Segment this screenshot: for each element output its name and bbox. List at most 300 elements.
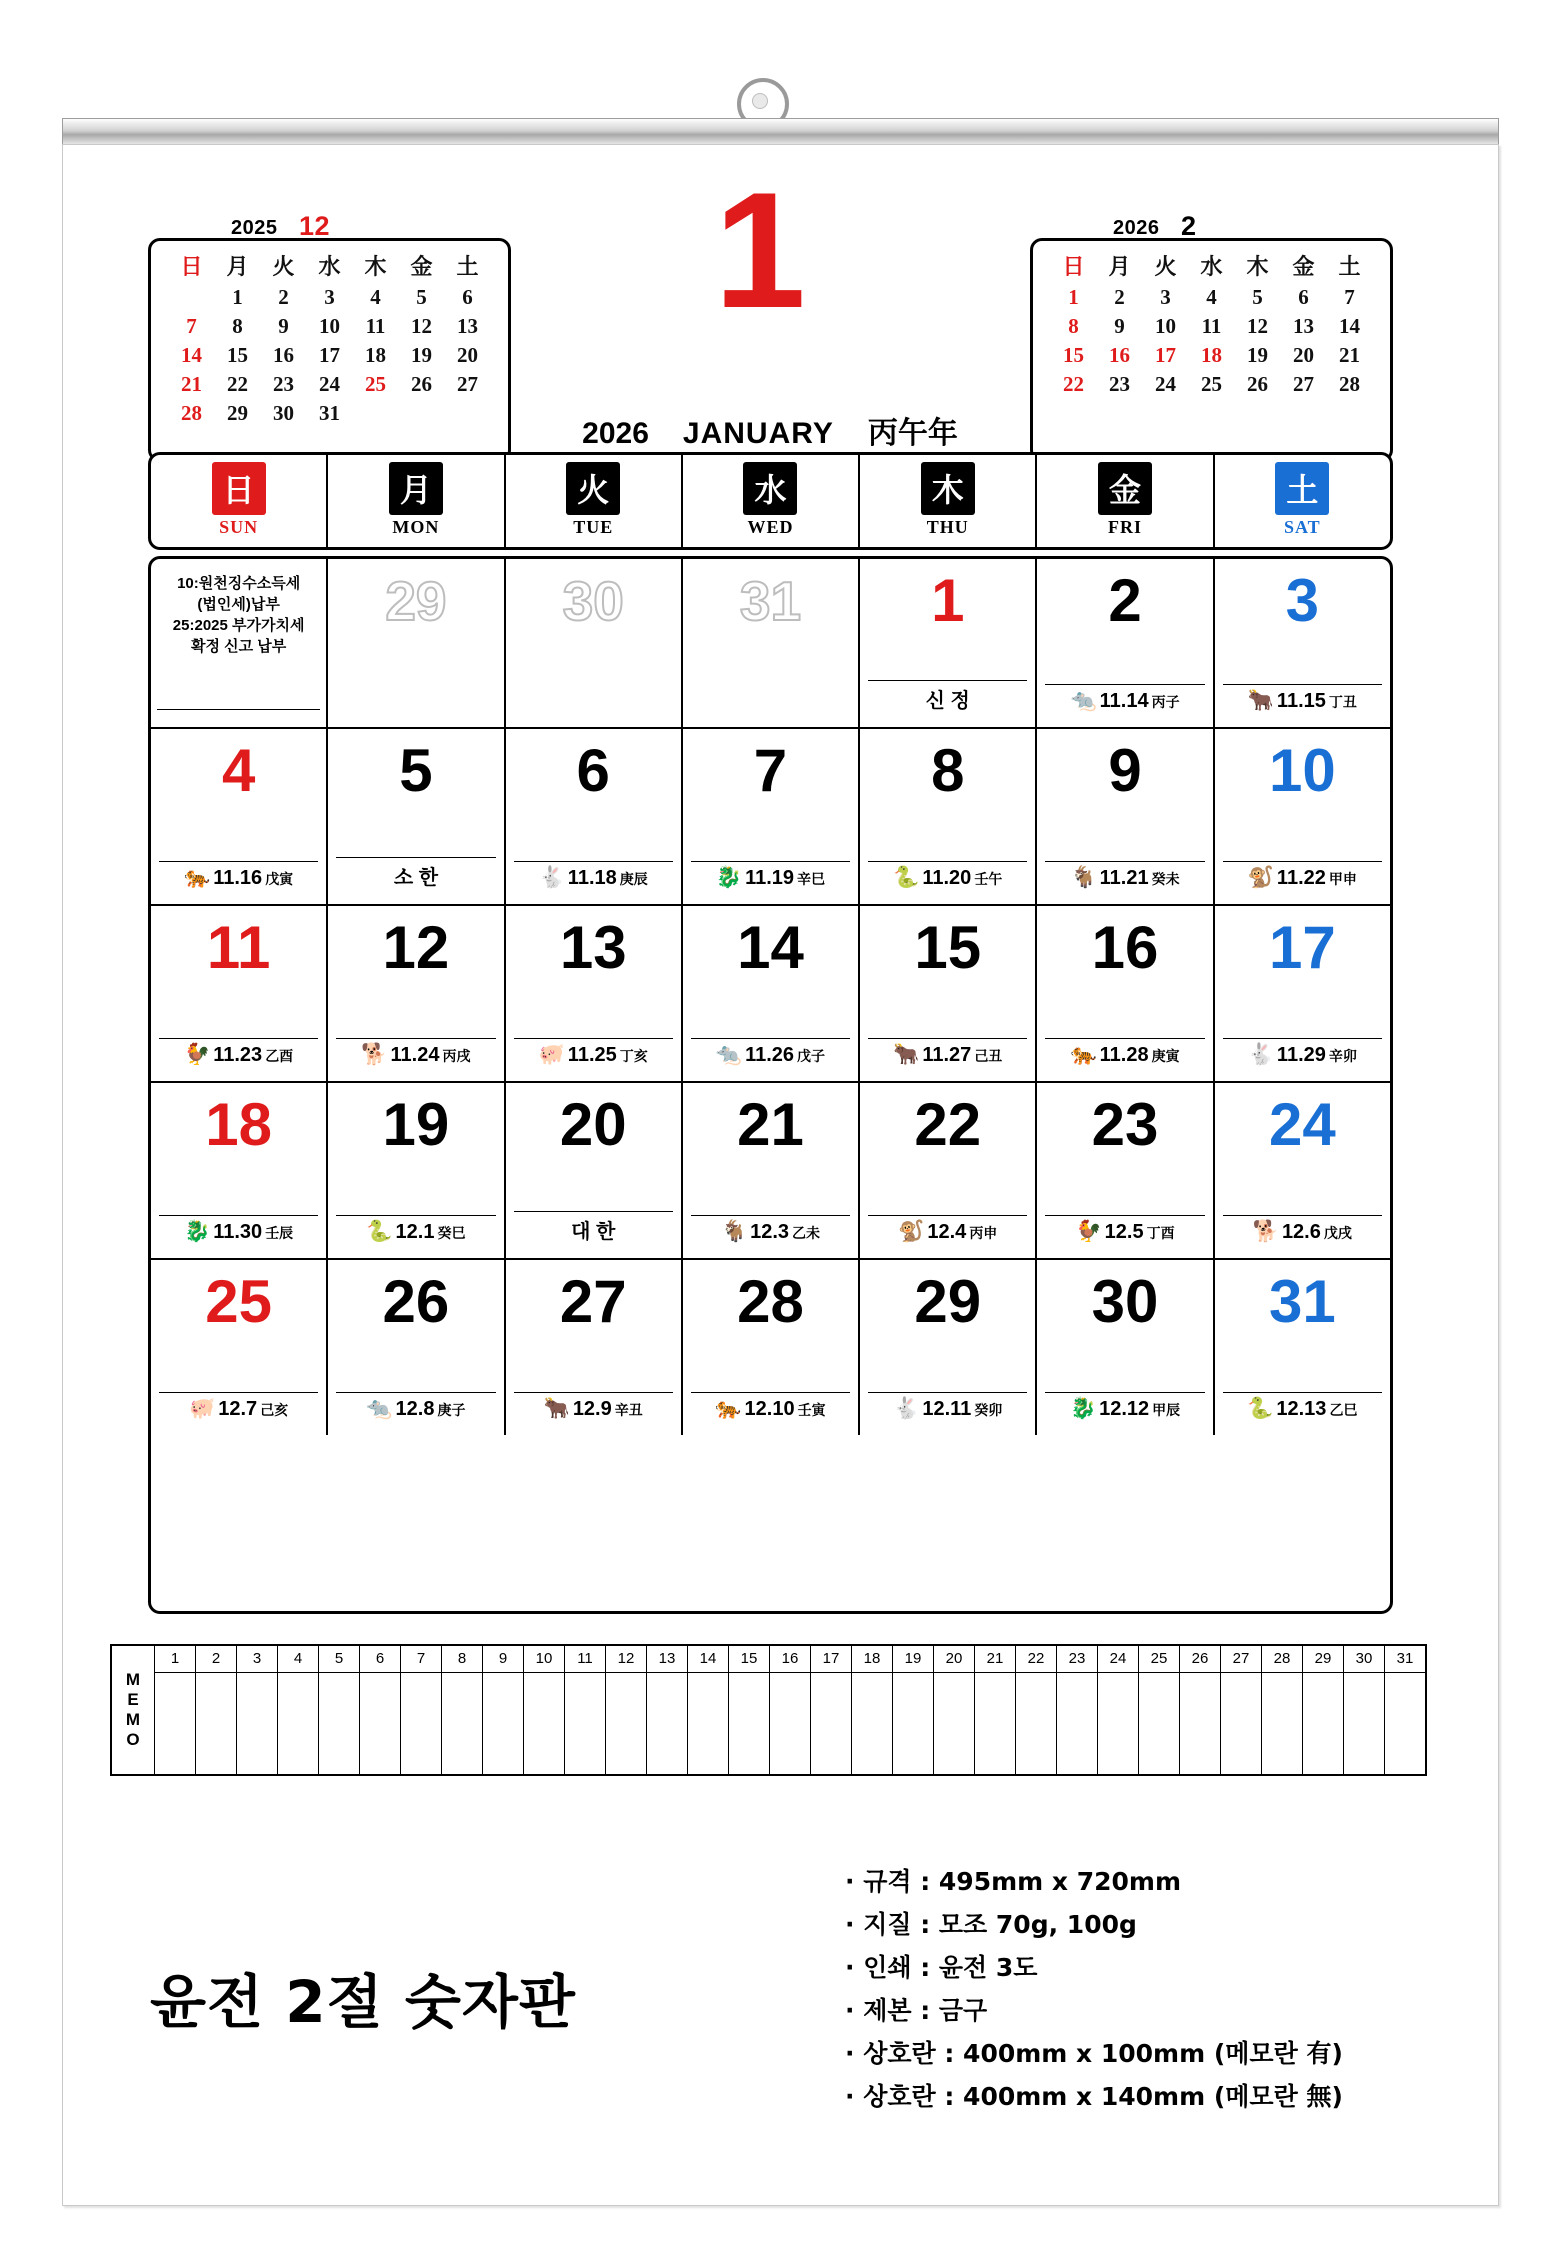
zodiac-animal-icon: 🐇	[1247, 1042, 1274, 1066]
memo-day-slot[interactable]	[401, 1673, 442, 1774]
week-row	[151, 904, 1390, 1081]
mini-weekday-土: 土	[456, 254, 479, 279]
mini-day-cell: 3	[1160, 285, 1171, 309]
ganzhi-label: 辛卯	[1328, 1048, 1357, 1064]
memo-day-number: 4	[278, 1646, 319, 1672]
day-cell[interactable]	[681, 1083, 858, 1258]
lunar-date	[336, 1038, 495, 1067]
memo-strip	[110, 1644, 1427, 1776]
mini-day-cell: 21	[1339, 343, 1360, 367]
mini-day-cell: 22	[227, 372, 248, 396]
zodiac-animal-icon: 🐂	[543, 1396, 570, 1420]
tax-note-line: 25:2025 부가가치세	[172, 617, 305, 634]
weekday-kanji: 火	[566, 462, 620, 515]
memo-day-slot[interactable]	[196, 1673, 237, 1774]
memo-day-slot[interactable]	[1139, 1673, 1180, 1774]
mini-day-cell: 4	[1206, 285, 1217, 309]
memo-day-slot[interactable]	[483, 1673, 524, 1774]
zodiac-animal-icon: 🐖	[189, 1396, 216, 1420]
memo-day-number: 1	[155, 1646, 196, 1672]
memo-day-slot[interactable]	[688, 1673, 729, 1774]
mini-weekday-火: 火	[272, 254, 295, 279]
memo-day-slot[interactable]	[975, 1673, 1016, 1774]
zodiac-animal-icon: 🐐	[1070, 865, 1097, 889]
mini-day-cell: 5	[416, 285, 427, 309]
day-cell[interactable]	[504, 906, 681, 1081]
day-cell[interactable]	[681, 906, 858, 1081]
day-cell[interactable]	[1213, 559, 1390, 727]
mini-weekday-金: 金	[1292, 254, 1315, 279]
mini-day-cell	[445, 399, 491, 428]
day-cell[interactable]	[326, 559, 503, 727]
day-cell[interactable]	[326, 906, 503, 1081]
tax-note-line: (법인세)납부	[197, 596, 280, 613]
memo-day-number: 13	[647, 1646, 688, 1672]
memo-day-slot[interactable]	[1180, 1673, 1221, 1774]
lunar-date	[1223, 1038, 1382, 1067]
day-cell[interactable]	[504, 1260, 681, 1435]
ganzhi-label: 丁酉	[1146, 1225, 1175, 1241]
memo-day-number: 23	[1057, 1646, 1098, 1672]
mini-day-cell: 21	[181, 372, 202, 396]
memo-label-char: M	[125, 1670, 141, 1689]
lunar-number: 12.9	[572, 1398, 612, 1420]
memo-label-char: M	[125, 1710, 141, 1729]
tax-note-line: 확정 신고 납부	[191, 638, 287, 655]
memo-day-number: 20	[934, 1646, 975, 1672]
ganzhi-label: 庚辰	[619, 871, 648, 887]
day-cell[interactable]	[151, 1083, 326, 1258]
mini-day-cell: 14	[181, 343, 202, 367]
zodiac-animal-icon: 🐀	[715, 1042, 743, 1066]
week-row	[151, 1081, 1390, 1258]
mini-day-cell: 10	[319, 314, 340, 338]
mini-day-cell: 6	[1298, 285, 1309, 309]
day-cell[interactable]	[1213, 1260, 1390, 1435]
zodiac-animal-icon: 🐂	[1247, 688, 1274, 712]
day-number: 18	[205, 1091, 273, 1158]
day-cell[interactable]	[504, 1083, 681, 1258]
weekday-mon	[326, 455, 503, 547]
day-cell[interactable]	[151, 729, 326, 904]
memo-day-number: 27	[1221, 1646, 1262, 1672]
day-number: 4	[221, 737, 256, 804]
lunar-date	[1045, 1038, 1204, 1067]
zodiac-animal-icon: 🐓	[1075, 1219, 1102, 1243]
memo-day-number: 18	[852, 1646, 893, 1672]
day-number: 6	[576, 737, 610, 804]
day-number: 8	[931, 737, 965, 804]
day-number: 7	[753, 737, 788, 804]
note-underline	[157, 709, 320, 710]
mini-day-cell: 29	[227, 401, 248, 425]
mini-weekday-日: 日	[180, 254, 203, 279]
ganzhi-label: 甲申	[1328, 871, 1357, 887]
lunar-date	[514, 1038, 673, 1067]
mini-day-cell: 16	[273, 343, 294, 367]
lunar-number: 11.25	[567, 1044, 617, 1066]
zodiac-animal-icon: 🐇	[893, 1396, 920, 1420]
mini-weekday-月: 月	[226, 254, 249, 279]
mini-day-cell: 17	[1155, 343, 1176, 367]
lunar-date	[1223, 1215, 1382, 1244]
memo-day-number: 31	[1396, 1650, 1414, 1667]
day-number: 5	[399, 737, 433, 804]
product-title: 윤전 2절 숫자판	[150, 1968, 576, 2036]
day-number: 31	[1268, 1268, 1336, 1335]
mini-day-cell: 15	[1063, 343, 1084, 367]
memo-day-slot[interactable]	[934, 1673, 975, 1774]
zodiac-animal-icon: 🐉	[184, 1219, 211, 1243]
ganzhi-label: 辛巳	[797, 871, 826, 887]
day-cell[interactable]	[858, 1260, 1035, 1435]
tax-note-line: 10:원천징수소득세	[177, 575, 301, 592]
day-cell[interactable]	[151, 559, 326, 727]
memo-day-slot[interactable]	[319, 1673, 360, 1774]
lunar-number: 11.29	[1276, 1044, 1326, 1066]
memo-day-slot[interactable]	[524, 1673, 565, 1774]
memo-day-slot[interactable]	[1057, 1673, 1098, 1774]
lunar-number: 12.7	[218, 1398, 258, 1420]
day-cell[interactable]	[1213, 906, 1390, 1081]
mini-day-cell: 14	[1339, 314, 1360, 338]
lunar-date	[514, 861, 673, 890]
zodiac-animal-icon: 🐒	[1247, 865, 1274, 889]
day-cell[interactable]	[504, 559, 681, 727]
lunar-number: 12.1	[395, 1221, 435, 1243]
mini-weekday-木: 木	[364, 254, 387, 279]
memo-day-slot[interactable]	[1262, 1673, 1303, 1774]
mini-day-cell: 13	[457, 314, 478, 338]
mini-day-cell: 7	[186, 314, 197, 338]
lunar-date	[691, 1215, 850, 1244]
memo-day-slot[interactable]	[1385, 1673, 1425, 1774]
day-number: 20	[559, 1091, 627, 1158]
ganzhi-label: 戊戌	[1323, 1225, 1352, 1241]
day-cell[interactable]	[858, 559, 1035, 727]
day-cell[interactable]	[151, 906, 326, 1081]
day-cell[interactable]	[858, 1083, 1035, 1258]
day-cell[interactable]	[326, 1260, 503, 1435]
day-number: 1	[931, 567, 965, 634]
mini-weekday-木: 木	[1246, 254, 1269, 279]
ganzhi-label: 己丑	[974, 1048, 1003, 1064]
weekday-label: SAT	[1283, 517, 1321, 537]
ganzhi-label: 壬午	[974, 871, 1003, 887]
weekday-kanji: 日	[212, 462, 266, 515]
memo-day-slot[interactable]	[442, 1673, 483, 1774]
day-cell[interactable]	[1035, 906, 1212, 1081]
lunar-date	[691, 861, 850, 890]
lunar-date	[159, 1038, 318, 1067]
memo-day-number: 12	[606, 1646, 647, 1672]
binder-strip	[62, 118, 1499, 146]
lunar-number: 12.3	[750, 1221, 790, 1243]
lunar-date	[159, 1392, 318, 1421]
holiday-label: 신 정	[868, 680, 1027, 713]
lunar-date	[514, 1392, 673, 1421]
mini-weekday-土: 土	[1338, 254, 1361, 279]
day-number: 25	[205, 1268, 273, 1335]
lunar-number: 11.20	[922, 867, 972, 889]
spec-line: · 제본 : 금구	[845, 1996, 988, 2025]
day-cell[interactable]	[858, 906, 1035, 1081]
ganzhi-label: 庚寅	[1151, 1048, 1180, 1064]
day-cell[interactable]	[151, 1260, 326, 1435]
ganzhi-label: 戊子	[797, 1048, 826, 1064]
memo-day-slot[interactable]	[893, 1673, 934, 1774]
day-cell[interactable]	[1035, 1083, 1212, 1258]
ganzhi-label: 戊寅	[265, 871, 294, 887]
day-number: 13	[559, 914, 627, 981]
memo-day-slot[interactable]	[1303, 1673, 1344, 1774]
memo-day-number: 8	[442, 1646, 483, 1672]
day-cell[interactable]	[1035, 559, 1212, 727]
memo-day-number: 11	[565, 1646, 606, 1672]
memo-day-slot[interactable]	[770, 1673, 811, 1774]
day-number: 28	[737, 1268, 804, 1335]
day-number: 17	[1268, 914, 1336, 981]
day-number: 2	[1108, 567, 1142, 634]
ganzhi-label: 丁丑	[1328, 694, 1357, 710]
memo-day-slot[interactable]	[1098, 1673, 1139, 1774]
day-cell[interactable]	[1035, 1260, 1212, 1435]
mini-day-cell: 11	[1201, 314, 1222, 338]
zodiac-animal-icon: 🐉	[1069, 1396, 1097, 1420]
product-specs	[845, 1860, 1343, 2118]
ganzhi-label: 癸卯	[974, 1402, 1003, 1418]
memo-day-number: 26	[1180, 1646, 1221, 1672]
lunar-date	[336, 1215, 495, 1244]
zodiac-animal-icon: 🐅	[1070, 1042, 1097, 1066]
lunar-number: 11.23	[213, 1044, 263, 1066]
mini-day-cell: 24	[1155, 372, 1176, 396]
ganzhi-label: 癸巳	[437, 1225, 466, 1241]
memo-day-number: 9	[483, 1646, 524, 1672]
memo-write-area[interactable]	[155, 1673, 1425, 1774]
zodiac-animal-icon: 🐉	[715, 865, 743, 889]
zodiac-animal-icon: 🐅	[715, 1396, 742, 1420]
memo-label	[112, 1646, 155, 1774]
zodiac-animal-icon: 🐂	[893, 1042, 920, 1066]
mini-day-cell: 26	[1247, 372, 1268, 396]
mini-day-cell: 11	[365, 314, 386, 338]
spec-line: · 인쇄 : 윤전 3도	[845, 1953, 1038, 1982]
mini-day-cell: 22	[1063, 372, 1084, 396]
lunar-number: 12.12	[1099, 1398, 1150, 1420]
day-number: 12	[382, 914, 450, 981]
memo-day-number: 3	[237, 1646, 278, 1672]
day-cell[interactable]	[858, 729, 1035, 904]
lunar-date	[1045, 861, 1204, 890]
day-cell[interactable]	[681, 729, 858, 904]
month-grid	[148, 556, 1393, 1614]
zodiac-animal-icon: 🐀	[366, 1396, 393, 1420]
memo-day-slot[interactable]	[237, 1673, 278, 1774]
header-year: 2026	[582, 417, 649, 450]
memo-day-number: 24	[1098, 1646, 1139, 1672]
mini-day-cell: 4	[370, 285, 381, 309]
zodiac-animal-icon: 🐀	[1070, 688, 1097, 712]
spec-line: · 규격 : 495mm x 720mm	[845, 1867, 1182, 1896]
memo-day-slot[interactable]	[647, 1673, 688, 1774]
memo-day-slot[interactable]	[1344, 1673, 1385, 1774]
day-number: 27	[559, 1268, 627, 1335]
mini-day-cell: 12	[1247, 314, 1268, 338]
mini-calendar-next	[1030, 211, 1393, 462]
week-row	[151, 559, 1390, 727]
ganzhi-label: 甲辰	[1152, 1402, 1181, 1418]
memo-day-number: 16	[770, 1646, 811, 1672]
zodiac-animal-icon: 🐍	[893, 865, 920, 889]
day-number: 22	[914, 1091, 982, 1158]
memo-day-slot[interactable]	[278, 1673, 319, 1774]
ganzhi-label: 丙戌	[442, 1048, 471, 1064]
mini-day-cell: 2	[1114, 285, 1125, 309]
lunar-date	[159, 861, 318, 890]
mini-day-cell: 3	[324, 285, 335, 309]
memo-day-number: 21	[975, 1646, 1016, 1672]
memo-day-slot[interactable]	[565, 1673, 606, 1774]
mini-next-month: 2	[1181, 211, 1197, 241]
lunar-date	[159, 1215, 318, 1244]
day-cell[interactable]	[1213, 1083, 1390, 1258]
mini-day-cell: 25	[1201, 372, 1222, 396]
day-number: 29	[914, 1268, 982, 1335]
mini-day-cell: 8	[232, 314, 243, 338]
mini-day-cell: 28	[181, 401, 202, 425]
memo-day-slot[interactable]	[606, 1673, 647, 1774]
mini-day-cell: 5	[1252, 285, 1263, 309]
lunar-date	[336, 1392, 495, 1421]
mini-day-cell: 20	[1293, 343, 1314, 367]
memo-day-number: 5	[319, 1646, 360, 1672]
zodiac-animal-icon: 🐓	[184, 1042, 211, 1066]
weekday-kanji: 月	[389, 462, 443, 515]
memo-label-char: E	[127, 1690, 139, 1709]
mini-day-cell: 6	[462, 285, 473, 309]
mini-day-cell: 19	[1247, 343, 1268, 367]
header-year-line	[520, 408, 1020, 452]
weekday-label: THU	[926, 517, 969, 537]
lunar-number: 12.10	[744, 1398, 795, 1420]
memo-day-slot[interactable]	[852, 1673, 893, 1774]
day-cell[interactable]	[681, 559, 858, 727]
lunar-number: 11.21	[1099, 867, 1149, 889]
lunar-number: 11.28	[1099, 1044, 1149, 1066]
mini-day-cell	[399, 399, 445, 428]
lunar-date	[868, 1215, 1027, 1244]
lunar-number: 11.19	[745, 867, 795, 889]
lunar-number: 12.6	[1281, 1221, 1321, 1243]
zodiac-animal-icon: 🐍	[366, 1219, 393, 1243]
mini-weekday-日: 日	[1062, 254, 1085, 279]
day-cell[interactable]	[504, 729, 681, 904]
mini-prev-month: 12	[299, 211, 331, 241]
weekday-label: MON	[392, 517, 440, 537]
memo-day-number: 22	[1016, 1646, 1057, 1672]
weekday-thu	[858, 455, 1035, 547]
zodiac-animal-icon: 🐖	[538, 1042, 565, 1066]
lunar-number: 11.18	[567, 867, 617, 889]
ganzhi-label: 己亥	[260, 1402, 289, 1418]
mini-weekday-水: 水	[1200, 254, 1223, 279]
day-cell[interactable]	[326, 729, 503, 904]
day-number: 16	[1091, 914, 1159, 981]
day-number: 26	[382, 1268, 450, 1335]
mini-day-cell: 23	[1109, 372, 1130, 396]
memo-day-slot[interactable]	[1016, 1673, 1057, 1774]
tax-note	[157, 573, 320, 710]
ganzhi-label: 辛丑	[614, 1402, 643, 1418]
day-cell[interactable]	[1213, 729, 1390, 904]
mini-day-cell: 8	[1068, 314, 1079, 338]
memo-day-slot[interactable]	[155, 1673, 196, 1774]
mini-day-cell: 7	[1344, 285, 1355, 309]
memo-day-slot[interactable]	[729, 1673, 770, 1774]
lunar-date	[1223, 861, 1382, 890]
mini-day-cell: 15	[227, 343, 248, 367]
mini-day-cell: 28	[1339, 372, 1360, 396]
lunar-number: 11.22	[1276, 867, 1326, 889]
memo-day-number: 25	[1139, 1646, 1180, 1672]
ganzhi-label: 乙巳	[1329, 1402, 1358, 1418]
memo-day-number: 14	[688, 1646, 729, 1672]
memo-day-number: 19	[893, 1646, 934, 1672]
day-cell[interactable]	[326, 1083, 503, 1258]
lunar-number: 12.4	[927, 1221, 967, 1243]
day-cell[interactable]	[1035, 729, 1212, 904]
ganzhi-label: 壬寅	[797, 1402, 826, 1418]
memo-day-number: 29	[1303, 1646, 1344, 1672]
day-number: 31	[739, 570, 802, 632]
memo-day-slot[interactable]	[811, 1673, 852, 1774]
memo-day-slot[interactable]	[1221, 1673, 1262, 1774]
weekday-label: WED	[747, 517, 794, 537]
mini-day-cell: 30	[273, 401, 294, 425]
mini-prev-year: 2025	[231, 217, 278, 239]
zodiac-animal-icon: 🐕	[361, 1042, 388, 1066]
weekday-sat	[1213, 455, 1390, 547]
mini-day-cell: 13	[1293, 314, 1314, 338]
mini-day-cell: 19	[411, 343, 432, 367]
week-row	[151, 727, 1390, 904]
mini-weekday-金: 金	[410, 254, 433, 279]
weekday-label: FRI	[1108, 517, 1143, 537]
mini-day-cell: 23	[273, 372, 294, 396]
holiday-label: 대 한	[514, 1211, 673, 1244]
day-number: 15	[914, 914, 982, 981]
mini-day-cell: 1	[1068, 285, 1079, 309]
memo-day-slot[interactable]	[360, 1673, 401, 1774]
memo-day-number: 15	[729, 1646, 770, 1672]
mini-weekday-水: 水	[318, 254, 341, 279]
mini-day-cell: 25	[365, 372, 386, 396]
weekday-kanji: 木	[921, 462, 975, 515]
mini-day-cell: 18	[365, 343, 386, 367]
ganzhi-label: 癸未	[1151, 871, 1180, 887]
weekday-label: SUN	[219, 517, 259, 537]
spec-line: · 상호란 : 400mm x 140mm (메모란 無)	[845, 2082, 1343, 2111]
weekday-header	[148, 452, 1393, 550]
lunar-number: 11.15	[1276, 690, 1326, 712]
memo-days	[155, 1646, 1425, 1774]
lunar-date	[691, 1038, 850, 1067]
mini-day-cell: 10	[1155, 314, 1176, 338]
weekday-kanji: 水	[743, 462, 797, 515]
day-cell[interactable]	[681, 1260, 858, 1435]
mini-day-cell	[353, 399, 399, 428]
